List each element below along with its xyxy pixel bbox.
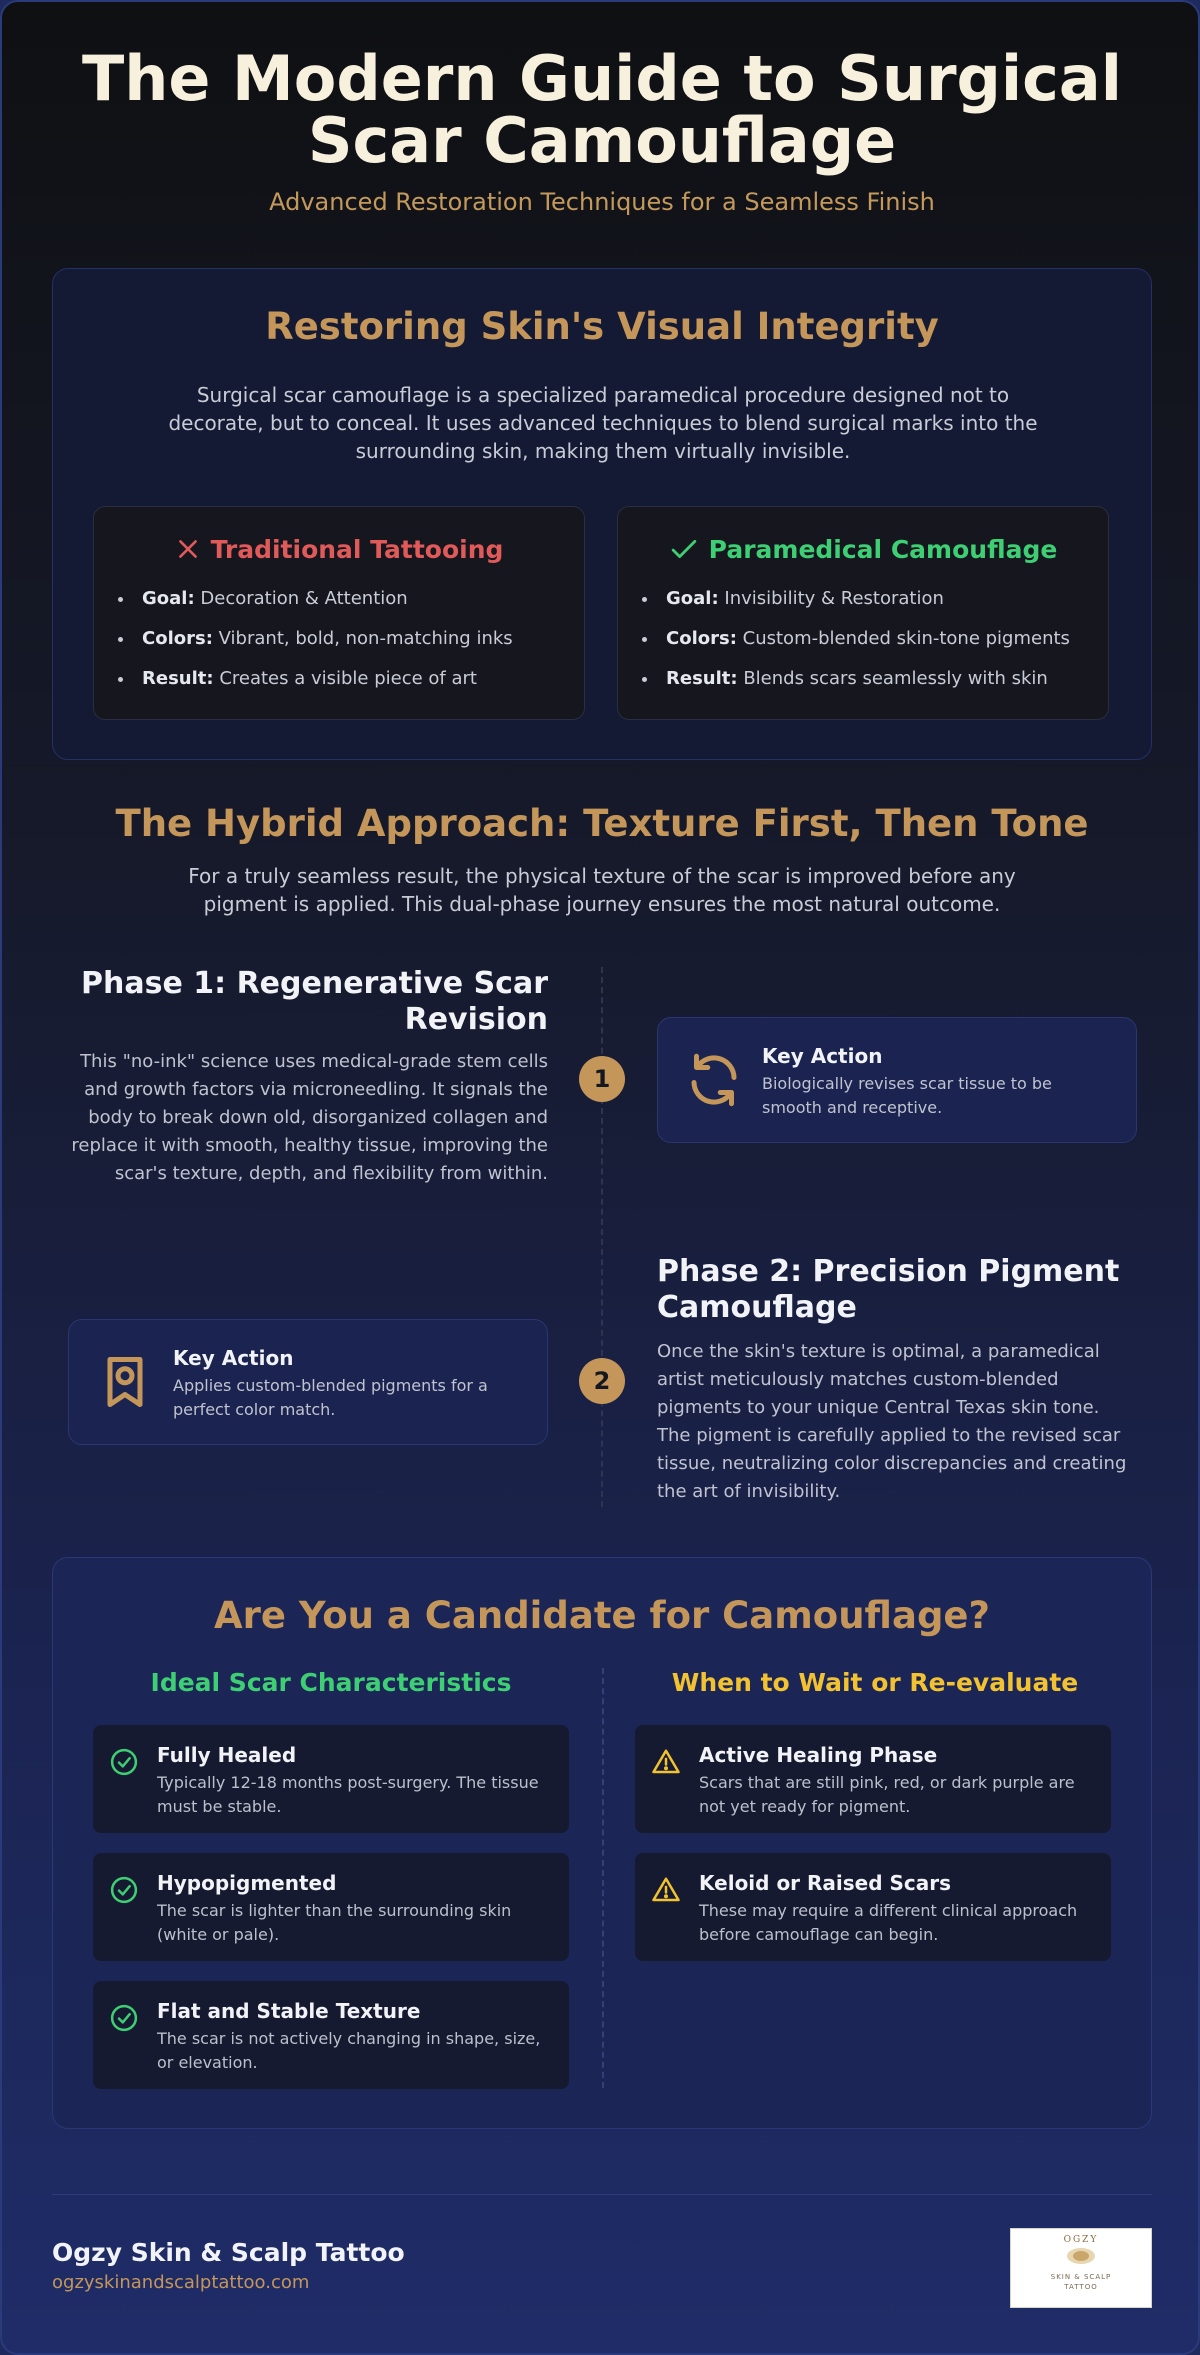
candidate-card	[52, 1557, 1152, 2129]
criteria-text: Scars that are still pink, red, or dark purple are not yet ready for pigment.	[699, 1773, 1075, 1816]
criteria-text: These may require a different clinical approach before camouflage can begin.	[699, 1901, 1078, 1944]
phase-1-text: This "no-ink" science uses medical-grade stem cells and growth factors via microneedling. It signals the body to break down old, disorganized collagen and replace it with smooth, healthy tissue, improving the scar's texture, depth, and flexibility from within.	[71, 1051, 548, 1184]
intro-paragraph: Surgical scar camouflage is a specialized paramedical procedure designed not to decorate, but to conceal. It uses advanced techniques to blend surgical marks into the surrounding skin, making them virtually invisible.	[168, 383, 1038, 463]
list-item: Goal: Invisibility & Restoration	[666, 587, 1070, 627]
footer-website-link[interactable]: ogzyskinandscalptattoo.com	[52, 2272, 310, 2293]
criteria-title: Keloid or Raised Scars	[699, 1871, 952, 1895]
phase-2-key-action	[68, 1319, 548, 1445]
traditional-title: Traditional Tattooing	[210, 535, 504, 564]
page-subtitle: Advanced Restoration Techniques for a Seamless Finish	[269, 188, 935, 216]
paramedical-camouflage-card	[617, 506, 1109, 720]
hybrid-title: The Hybrid Approach: Texture First, Then Tone	[115, 802, 1089, 845]
footer-divider	[52, 2194, 1152, 2195]
check-circle-icon	[109, 2003, 139, 2037]
logo-emblem-icon	[1061, 2245, 1101, 2267]
criteria-title: Fully Healed	[157, 1743, 297, 1767]
key-action-heading: Key Action	[762, 1044, 883, 1068]
traditional-tattooing-card	[93, 506, 585, 720]
check-icon	[669, 536, 699, 562]
phase-2-title: Phase 2: Precision Pigment Camouflage	[657, 1254, 1120, 1325]
key-action-text: Applies custom-blended pigments for a perfect color match.	[173, 1376, 488, 1419]
ideal-heading: Ideal Scar Characteristics	[150, 1668, 512, 1697]
list-item: Result: Creates a visible piece of art	[142, 667, 513, 707]
phase-1-title: Phase 1: Regenerative Scar Revision	[81, 966, 548, 1037]
title-line-1: The Modern Guide to Surgical	[81, 42, 1123, 115]
criteria-text: The scar is not actively changing in shape, size, or elevation.	[157, 2029, 541, 2072]
paramedical-heading	[618, 535, 1108, 564]
warning-icon	[651, 1747, 681, 1781]
x-icon	[175, 536, 201, 562]
list-item: Goal: Decoration & Attention	[142, 587, 513, 627]
ideal-item-flat-stable	[93, 1981, 569, 2089]
list-item: Colors: Custom-blended skin-tone pigments	[666, 627, 1070, 667]
badge-icon	[95, 1352, 155, 1416]
wait-heading: When to Wait or Re-evaluate	[671, 1668, 1079, 1697]
paramedical-list	[666, 587, 1070, 707]
title-line-2: Scar Camouflage	[307, 104, 897, 177]
wait-item-active-healing	[635, 1725, 1111, 1833]
wait-item-keloid	[635, 1853, 1111, 1961]
page-title	[2, 42, 1200, 177]
traditional-list	[142, 587, 513, 707]
criteria-title: Flat and Stable Texture	[157, 1999, 421, 2023]
hybrid-paragraph: For a truly seamless result, the physical texture of the scar is improved before any pigment is applied. This dual-phase journey ensures the most natural outcome.	[188, 864, 1016, 916]
phase-1-number: 1	[579, 1056, 625, 1102]
check-circle-icon	[109, 1875, 139, 1909]
candidate-title: Are You a Candidate for Camouflage?	[213, 1594, 990, 1637]
refresh-icon	[684, 1050, 744, 1114]
criteria-text: Typically 12-18 months post-surgery. The tissue must be stable.	[157, 1773, 539, 1816]
ideal-item-fully-healed	[93, 1725, 569, 1833]
criteria-title: Active Healing Phase	[699, 1743, 938, 1767]
check-circle-icon	[109, 1747, 139, 1781]
list-item: Result: Blends scars seamlessly with skin	[666, 667, 1070, 707]
phase-2-number: 2	[579, 1358, 625, 1404]
intro-title: Restoring Skin's Visual Integrity	[265, 305, 939, 348]
criteria-title: Hypopigmented	[157, 1871, 337, 1895]
paramedical-title: Paramedical Camouflage	[708, 535, 1058, 564]
traditional-heading	[94, 535, 584, 564]
key-action-text: Biologically revises scar tissue to be smooth and receptive.	[762, 1074, 1052, 1117]
phase-2-text: Once the skin's texture is optimal, a paramedical artist meticulously matches custom-blended pigments to your unique Central Texas skin tone. The pigment is carefully applied to the revised scar tissue, neutralizing color discrepancies and creating the art of invisibility.	[657, 1341, 1127, 1502]
column-divider	[602, 1668, 604, 2088]
intro-card	[52, 268, 1152, 760]
timeline-divider	[601, 967, 603, 1507]
warning-icon	[651, 1875, 681, 1909]
brand-logo: OGZY SKIN & SCALP TATTOO	[1010, 2228, 1152, 2308]
criteria-text: The scar is lighter than the surrounding skin (white or pale).	[157, 1901, 512, 1944]
phase-1-key-action	[657, 1017, 1137, 1143]
list-item: Colors: Vibrant, bold, non-matching inks	[142, 627, 513, 667]
footer-brand: Ogzy Skin & Scalp Tattoo	[52, 2238, 405, 2267]
key-action-heading: Key Action	[173, 1346, 294, 1370]
ideal-item-hypopigmented	[93, 1853, 569, 1961]
